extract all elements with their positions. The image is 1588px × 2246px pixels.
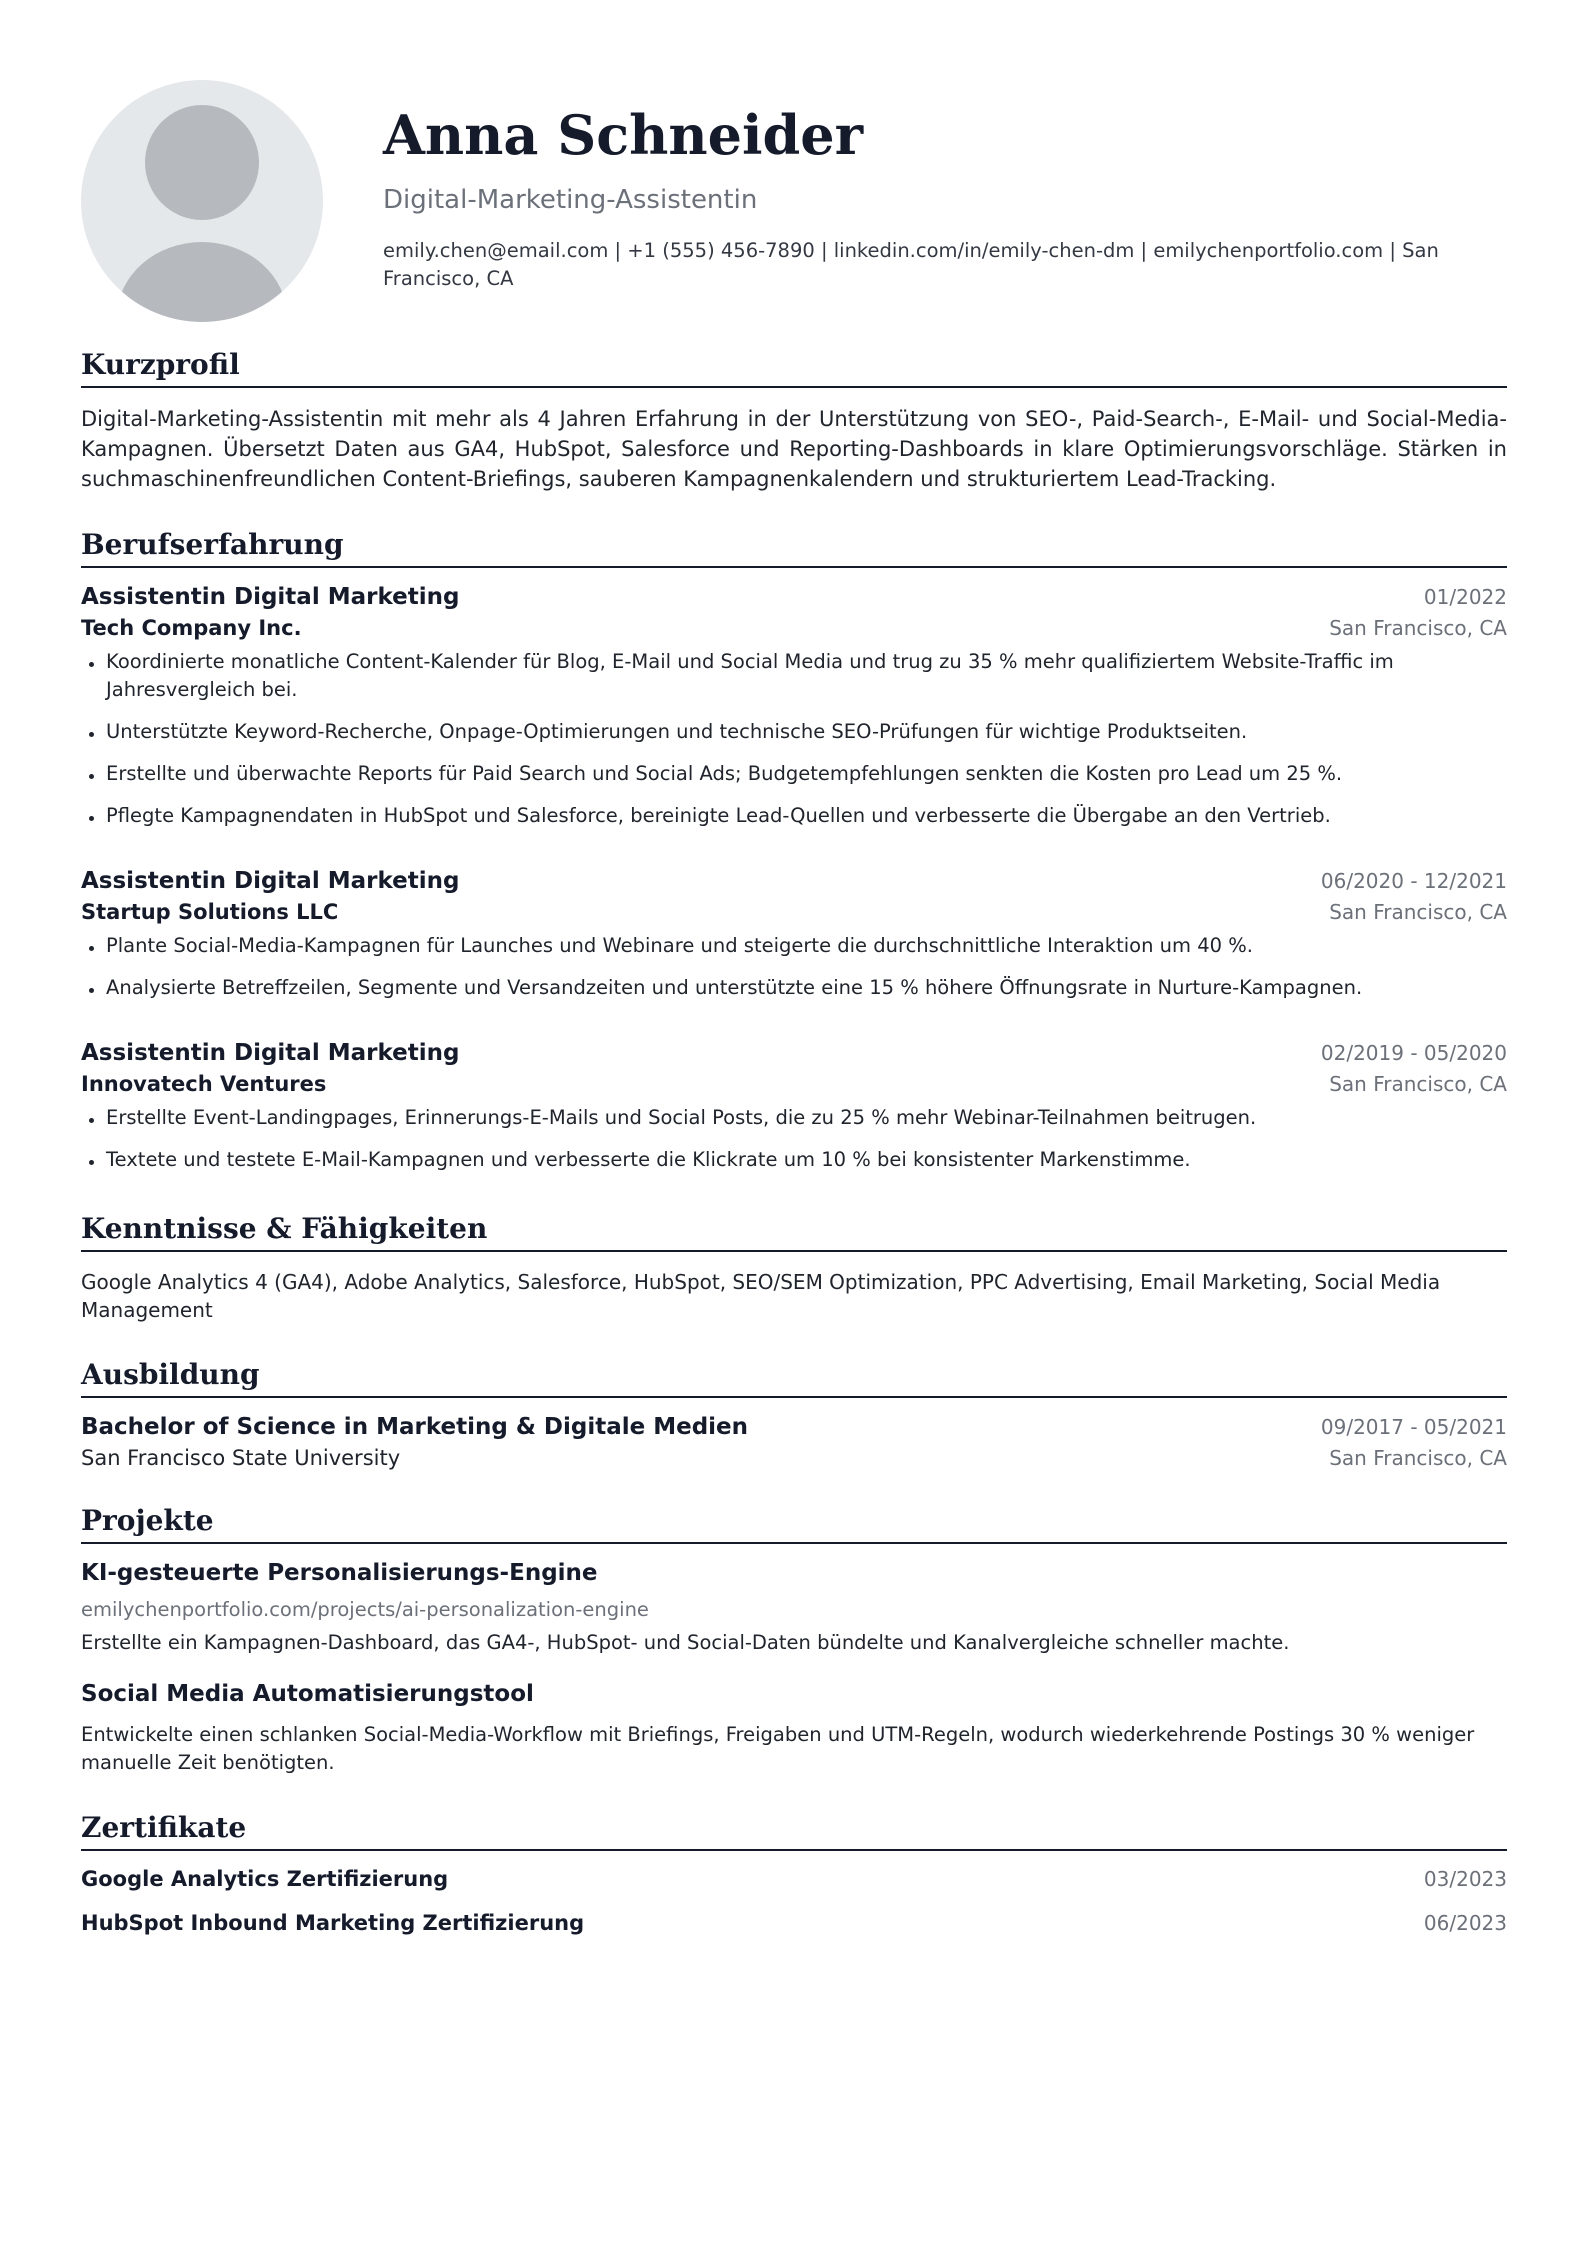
job-location: San Francisco, CA xyxy=(1329,900,1507,924)
job-date: 06/2020 - 12/2021 xyxy=(1320,869,1507,893)
job-entry xyxy=(81,868,1507,1002)
job-title: Assistentin Digital Marketing xyxy=(81,1040,460,1066)
job-location: San Francisco, CA xyxy=(1329,616,1507,640)
project-description: Erstellte ein Kampagnen-Dashboard, das GA4-, HubSpot- und Social-Daten bündelte und Kanalvergleiche schneller machte. xyxy=(81,1631,1290,1654)
certificate-entry xyxy=(81,1867,1507,1891)
job-bullets xyxy=(81,648,1507,830)
person-silhouette-icon xyxy=(81,80,323,322)
section-heading: Projekte xyxy=(81,1504,1507,1544)
company-name: Innovatech Ventures xyxy=(81,1072,327,1096)
job-date: 02/2019 - 05/2020 xyxy=(1320,1041,1507,1065)
certificate-name: Google Analytics Zertifizierung xyxy=(81,1867,449,1891)
job-bullets xyxy=(81,1104,1507,1174)
projects-section xyxy=(81,1504,1507,1777)
bullet-item: Textete und testete E-Mail-Kampagnen und verbesserte die Klickrate um 10 % bei konsistenter Markenstimme. xyxy=(106,1146,1507,1174)
project-entry xyxy=(81,1681,1507,1777)
education-location: San Francisco, CA xyxy=(1329,1446,1507,1470)
job-entry xyxy=(81,584,1507,830)
education-date: 09/2017 - 05/2021 xyxy=(1320,1415,1507,1439)
project-link[interactable]: emilychenportfolio.com/projects/ai-personalization-engine xyxy=(81,1598,649,1621)
skills-text: Google Analytics 4 (GA4), Adobe Analytics, Salesforce, HubSpot, SEO/SEM Optimization, PPC Advertising, Email Marketing, Social Media Management xyxy=(81,1270,1441,1322)
bullet-item: Plante Social-Media-Kampagnen für Launches und Webinare und steigerte die durchschnittliche Interaktion um 40 %. xyxy=(106,932,1507,960)
header-text xyxy=(383,103,1507,293)
experience-section xyxy=(81,528,1507,1174)
skills-section xyxy=(81,1212,1507,1324)
job-location: San Francisco, CA xyxy=(1329,1072,1507,1096)
bullet-item: Unterstützte Keyword-Recherche, Onpage-Optimierungen und technische SEO-Prüfungen für wichtige Produktseiten. xyxy=(106,718,1507,746)
degree-title: Bachelor of Science in Marketing & Digitale Medien xyxy=(81,1414,749,1440)
job-title: Assistentin Digital Marketing xyxy=(81,868,460,894)
section-heading: Berufserfahrung xyxy=(81,528,1507,568)
project-title: KI-gesteuerte Personalisierungs-Engine xyxy=(81,1560,598,1586)
school-name: San Francisco State University xyxy=(81,1446,401,1470)
section-heading: Kurzprofil xyxy=(81,348,1507,388)
summary-section xyxy=(81,348,1507,494)
bullet-item: Pflegte Kampagnendaten in HubSpot und Salesforce, bereinigte Lead-Quellen und verbesserte die Übergabe an den Vertrieb. xyxy=(106,802,1507,830)
project-title: Social Media Automatisierungstool xyxy=(81,1681,534,1707)
education-section xyxy=(81,1358,1507,1470)
company-name: Tech Company Inc. xyxy=(81,616,302,640)
section-heading: Ausbildung xyxy=(81,1358,1507,1398)
summary-text: Digital-Marketing-Assistentin mit mehr als 4 Jahren Erfahrung in der Unterstützung von SEO-, Paid-Search-, E-Mail- und Social-Media-Kampagnen. Übersetzt Daten aus GA4, HubSpot, Salesforce und Reporting-Dashboards in klare Optimierungsvorschläge. Stärken in suchmaschinenfreundlichen Content-Briefings, sauberen Kampagnenkalendern und strukturiertem Lead-Tracking. xyxy=(81,407,1507,491)
avatar-body xyxy=(117,242,287,322)
bullet-item: Koordinierte monatliche Content-Kalender für Blog, E-Mail und Social Media und trug zu 35 % mehr qualifiziertem Website-Traffic im Jahresvergleich bei. xyxy=(106,648,1507,704)
section-heading: Zertifikate xyxy=(81,1811,1507,1851)
avatar-head xyxy=(145,105,259,220)
candidate-name: Anna Schneider xyxy=(383,103,864,167)
certificate-name: HubSpot Inbound Marketing Zertifizierung xyxy=(81,1911,585,1935)
project-entry xyxy=(81,1560,1507,1657)
job-title: Assistentin Digital Marketing xyxy=(81,584,460,610)
job-title-headline: Digital-Marketing-Assistentin xyxy=(383,185,758,216)
job-bullets xyxy=(81,932,1507,1002)
contact-line: emily.chen@email.com | +1 (555) 456-7890 | linkedin.com/in/emily-chen-dm | emilychenportfolio.com | San Francisco, CA xyxy=(383,239,1439,291)
certificates-section xyxy=(81,1811,1507,1935)
project-description: Entwickelte einen schlanken Social-Media-Workflow mit Briefings, Freigaben und UTM-Regeln, wodurch wiederkehrende Postings 30 % weniger manuelle Zeit benötigten. xyxy=(81,1723,1475,1774)
company-name: Startup Solutions LLC xyxy=(81,900,339,924)
bullet-item: Analysierte Betreffzeilen, Segmente und Versandzeiten und unterstützte eine 15 % höhere Öffnungsrate in Nurture-Kampagnen. xyxy=(106,974,1507,1002)
bullet-item: Erstellte und überwachte Reports für Paid Search und Social Ads; Budgetempfehlungen senkten die Kosten pro Lead um 25 %. xyxy=(106,760,1507,788)
job-entry xyxy=(81,1040,1507,1174)
section-heading: Kenntnisse & Fähigkeiten xyxy=(81,1212,1507,1252)
job-date: 01/2022 xyxy=(1423,585,1507,609)
bullet-item: Erstellte Event-Landingpages, Erinnerungs-E-Mails und Social Posts, die zu 25 % mehr Webinar-Teilnahmen beitrugen. xyxy=(106,1104,1507,1132)
certificate-date: 03/2023 xyxy=(1423,1867,1507,1891)
certificate-entry xyxy=(81,1911,1507,1935)
certificate-date: 06/2023 xyxy=(1423,1911,1507,1935)
resume-header xyxy=(81,0,1507,330)
